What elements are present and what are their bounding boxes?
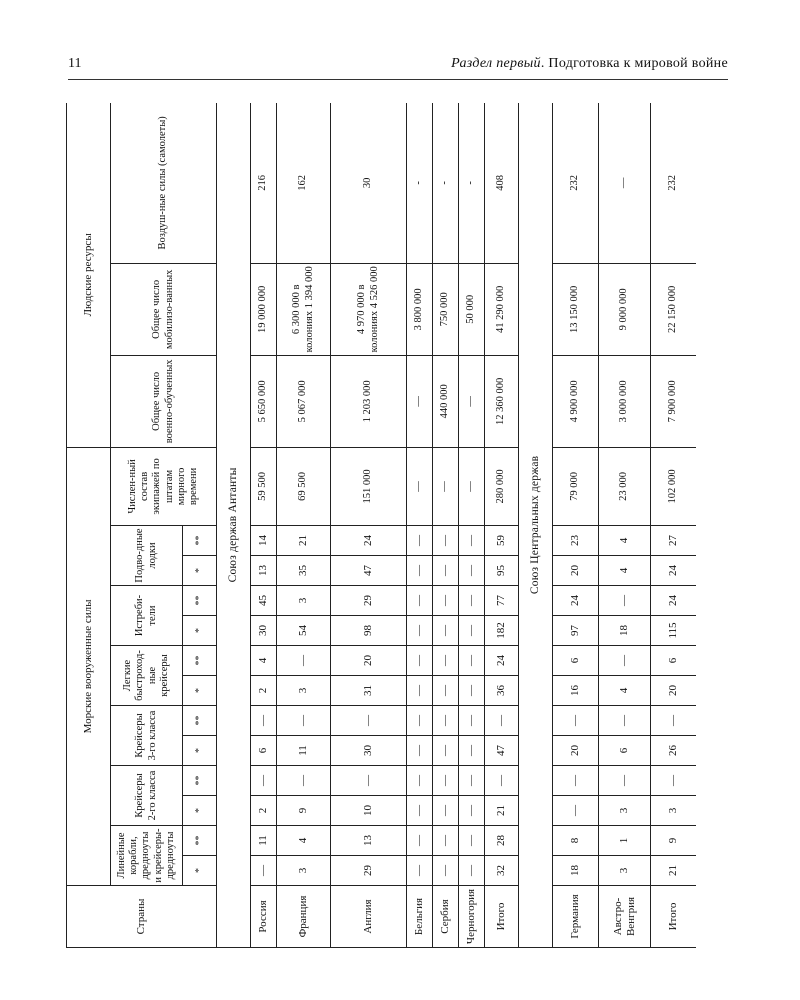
value-cell: 47 [485,736,519,766]
value-cell: 280 000 [485,447,519,525]
value-cell: — [553,766,599,796]
value-cell: 151 000 [331,447,407,525]
value-cell: 18 [553,856,599,886]
value-cell: 35 [277,556,331,586]
star-marker: * [183,556,217,586]
value-cell: 29 [331,856,407,886]
value-cell: — [459,826,485,856]
value-cell: 79 000 [553,447,599,525]
value-cell: — [433,826,459,856]
value-cell: — [599,706,651,736]
col-submarines-header: Подво-дные лодки [111,526,183,586]
value-cell: 3 000 000 [599,355,651,447]
star-marker: ** [183,826,217,856]
value-cell: - [433,103,459,263]
value-cell: 47 [331,556,407,586]
star-marker: * [183,796,217,826]
value-cell: 59 500 [251,447,277,525]
value-cell: 23 000 [599,447,651,525]
value-cell: 24 [331,526,407,556]
value-cell: — [407,736,433,766]
col-cruisers2-header: Крейсеры 2-го класса [111,766,183,826]
value-cell: 9 [651,826,697,856]
value-cell: 24 [651,586,697,616]
value-cell: — [433,796,459,826]
value-cell: — [459,766,485,796]
star-marker: * [183,856,217,886]
value-cell: — [651,766,697,796]
value-cell: 115 [651,616,697,646]
section-title-rest: . Подготовка к мировой войне [540,56,728,71]
value-cell: 6 [651,646,697,676]
value-cell: 750 000 [433,263,459,355]
value-cell: 20 [651,676,697,706]
country-cell: Англия [331,886,407,948]
country-cell: Франция [277,886,331,948]
value-cell: 22 150 000 [651,263,697,355]
forces-table [66,103,696,948]
value-cell: — [433,736,459,766]
value-cell: 18 [599,616,651,646]
value-cell: 3 [599,796,651,826]
value-cell: 13 150 000 [553,263,599,355]
star-marker: ** [183,706,217,736]
value-cell: — [459,616,485,646]
table-row [485,103,519,948]
value-cell: 232 [651,103,697,263]
value-cell: — [407,676,433,706]
value-cell: — [433,676,459,706]
value-cell: — [433,706,459,736]
value-cell: 3 800 000 [407,263,433,355]
table-row [459,103,485,948]
value-cell: — [251,706,277,736]
running-head [451,56,728,72]
star-marker: ** [183,766,217,796]
value-cell: — [251,856,277,886]
value-cell: 21 [277,526,331,556]
value-cell: — [651,706,697,736]
table-row [433,103,459,948]
value-cell: — [485,706,519,736]
value-cell: — [459,706,485,736]
value-cell: 8 [553,826,599,856]
value-cell: — [407,556,433,586]
value-cell: — [459,646,485,676]
page-header [68,56,728,78]
value-cell: — [277,766,331,796]
value-cell: 45 [251,586,277,616]
value-cell: — [433,586,459,616]
value-cell: 10 [331,796,407,826]
country-cell: Бельгия [407,886,433,948]
value-cell: — [407,646,433,676]
value-cell: 4 900 000 [553,355,599,447]
section-label: Союз Центральных держав [519,103,553,948]
value-cell: — [331,706,407,736]
value-cell: — [433,856,459,886]
page-number: 11 [68,56,82,71]
table-row [599,103,651,948]
group-human-header: Людские ресурсы [67,103,111,447]
value-cell: 7 900 000 [651,355,697,447]
value-cell: 216 [251,103,277,263]
value-cell: — [433,766,459,796]
value-cell: 30 [331,736,407,766]
value-cell: — [553,796,599,826]
country-cell: Россия [251,886,277,948]
value-cell: 26 [651,736,697,766]
value-cell: — [459,856,485,886]
group-naval-header: Морские вооруженные силы [67,447,111,885]
value-cell: — [433,556,459,586]
value-cell: 11 [251,826,277,856]
value-cell: 232 [553,103,599,263]
value-cell: 5 067 000 [277,355,331,447]
value-cell: — [459,796,485,826]
value-cell: 77 [485,586,519,616]
value-cell: 24 [553,586,599,616]
value-cell: 24 [485,646,519,676]
value-cell: 6 [553,646,599,676]
value-cell: 4 970 000 в колониях 4 526 000 [331,263,407,355]
table-row [553,103,599,948]
value-cell: 20 [331,646,407,676]
value-cell: 20 [553,556,599,586]
value-cell: 95 [485,556,519,586]
value-cell: — [277,646,331,676]
value-cell: 21 [485,796,519,826]
value-cell: — [331,766,407,796]
value-cell: — [459,676,485,706]
star-marker: ** [183,586,217,616]
country-cell: Сербия [433,886,459,948]
value-cell: 30 [251,616,277,646]
value-cell: 19 000 000 [251,263,277,355]
value-cell: 408 [485,103,519,263]
value-cell: 4 [599,556,651,586]
value-cell: - [459,103,485,263]
col-air-header: Воздуш-ные силы (самолеты) [111,103,217,263]
country-cell: Итого [485,886,519,948]
country-cell: Итого [651,886,697,948]
table-row [251,103,277,948]
section-title-italic: Раздел первый [451,56,541,71]
value-cell: 11 [277,736,331,766]
value-cell: 59 [485,526,519,556]
col-mobilized-header: Общее число мобилизо-ванных [111,263,217,355]
value-cell: 3 [599,856,651,886]
value-cell: 3 [277,586,331,616]
value-cell: — [459,447,485,525]
value-cell: 28 [485,826,519,856]
value-cell: — [599,766,651,796]
value-cell: — [433,526,459,556]
value-cell: — [599,586,651,616]
value-cell: 12 360 000 [485,355,519,447]
value-cell: 98 [331,616,407,646]
value-cell: 440 000 [433,355,459,447]
value-cell: — [459,556,485,586]
section-central [519,103,553,948]
header-rule [68,79,728,80]
value-cell: 13 [251,556,277,586]
value-cell: 2 [251,796,277,826]
star-marker: ** [183,646,217,676]
country-cell: Австро-Венгрия [599,886,651,948]
value-cell: — [433,616,459,646]
value-cell: 3 [277,856,331,886]
value-cell: 4 [277,826,331,856]
table-row [651,103,697,948]
value-cell: — [277,706,331,736]
country-cell: Германия [553,886,599,948]
value-cell: 54 [277,616,331,646]
value-cell: — [407,586,433,616]
value-cell: — [407,826,433,856]
value-cell: — [407,766,433,796]
col-light-cruisers-header: Легкие быстроход-ные крейсеры [111,646,183,706]
value-cell: — [459,355,485,447]
value-cell: 36 [485,676,519,706]
value-cell: 2 [251,676,277,706]
value-cell: 9 000 000 [599,263,651,355]
value-cell: 6 [251,736,277,766]
value-cell: — [407,447,433,525]
value-cell: 1 [599,826,651,856]
value-cell: — [599,646,651,676]
col-destroyers-header: Истреби-тели [111,586,183,646]
value-cell: — [433,646,459,676]
table-body [217,103,697,948]
value-cell: - [407,103,433,263]
value-cell: — [407,355,433,447]
value-cell: 6 300 000 в колониях 1 394 000 [277,263,331,355]
star-marker: * [183,736,217,766]
country-cell: Черногория [459,886,485,948]
col-crew-header: Числен-ный состав экипажей по штатам мирного времени [111,447,217,525]
value-cell: — [407,796,433,826]
value-cell: 3 [277,676,331,706]
value-cell: 13 [331,826,407,856]
col-trained-header: Общее число военно-обученных [111,355,217,447]
value-cell: 20 [553,736,599,766]
value-cell: 41 290 000 [485,263,519,355]
value-cell: 5 650 000 [251,355,277,447]
value-cell: 182 [485,616,519,646]
value-cell: — [459,736,485,766]
value-cell: 29 [331,586,407,616]
section-label: Союз держав Антанты [217,103,251,948]
value-cell: 69 500 [277,447,331,525]
table-row [407,103,433,948]
value-cell: 31 [331,676,407,706]
value-cell: 14 [251,526,277,556]
value-cell: 162 [277,103,331,263]
value-cell: — [459,586,485,616]
star-marker: ** [183,526,217,556]
value-cell: 9 [277,796,331,826]
value-cell: 24 [651,556,697,586]
value-cell: — [433,447,459,525]
col-battleships-header: Линейные корабли, дредноуты и крейсеры-дредноуты [111,826,183,886]
col-cruisers3-header: Крейсеры 3-го класса [111,706,183,766]
value-cell: 23 [553,526,599,556]
value-cell: 4 [599,526,651,556]
value-cell: 4 [599,676,651,706]
table-row [331,103,407,948]
value-cell: 97 [553,616,599,646]
value-cell: — [251,766,277,796]
value-cell: — [599,103,651,263]
value-cell: 50 000 [459,263,485,355]
value-cell: 32 [485,856,519,886]
value-cell: 3 [651,796,697,826]
value-cell: — [407,856,433,886]
col-country-header: Страны [67,886,217,948]
star-marker: * [183,676,217,706]
value-cell: — [407,616,433,646]
section-entente [217,103,251,948]
value-cell: — [459,526,485,556]
value-cell: — [407,526,433,556]
star-marker: * [183,616,217,646]
value-cell: 1 203 000 [331,355,407,447]
value-cell: 102 000 [651,447,697,525]
table-row [277,103,331,948]
value-cell: — [485,766,519,796]
value-cell: — [407,706,433,736]
value-cell: 4 [251,646,277,676]
value-cell: 6 [599,736,651,766]
value-cell: — [553,706,599,736]
value-cell: 16 [553,676,599,706]
value-cell: 30 [331,103,407,263]
rotated-table-container [66,103,696,948]
value-cell: 21 [651,856,697,886]
value-cell: 27 [651,526,697,556]
